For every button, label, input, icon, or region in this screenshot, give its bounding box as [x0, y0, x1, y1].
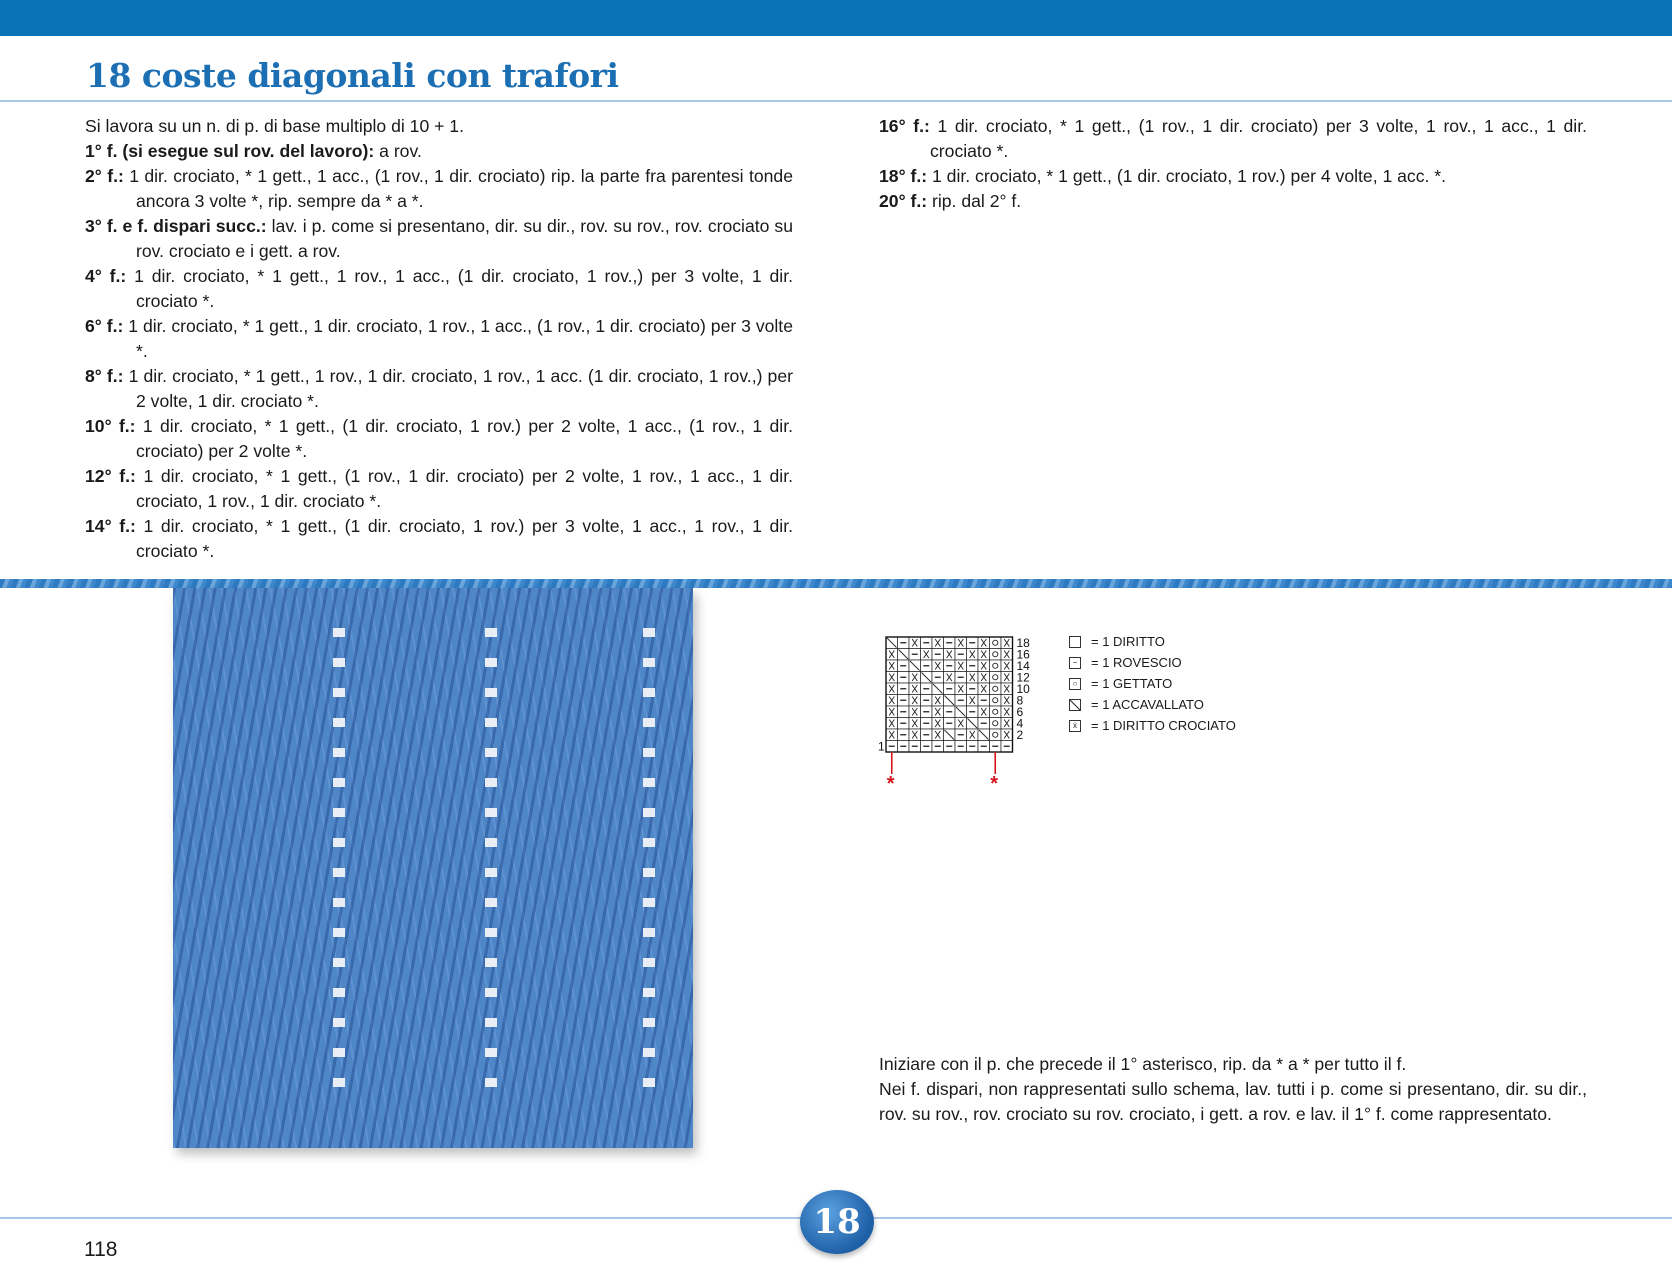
legend-item — [1069, 673, 1236, 694]
twisted-knit-icon: ẋ — [1069, 720, 1081, 732]
chart-cell — [955, 683, 967, 695]
row-instruction — [85, 314, 793, 364]
chart-cell — [978, 695, 990, 707]
chart-cell — [898, 649, 910, 661]
repeat-asterisk: * — [990, 773, 999, 795]
row-text: 1 dir. crociato, * 1 gett., 1 rov., 1 dir. crociato, 1 rov., 1 acc. (1 dir. crociato, 1 rov.,) per 2 volte, 1 dir. crociato *. — [123, 366, 793, 411]
chart-cell — [967, 718, 979, 730]
pattern-number-badge — [800, 1190, 874, 1254]
chart-cell — [967, 695, 979, 707]
legend-item — [1069, 715, 1236, 736]
chart-cell — [967, 660, 979, 672]
chart-cell — [886, 660, 898, 672]
chart-row-number: 18 — [1016, 636, 1030, 650]
chart-cell — [944, 718, 956, 730]
knit-square-icon — [1069, 636, 1081, 648]
row-text: 1 dir. crociato, * 1 gett., 1 acc., (1 rov., 1 dir. crociato) rip. la parte fra parentesi tonde ancora 3 volte *, rip. sempre da * a *. — [123, 166, 793, 211]
chart-cell — [967, 683, 979, 695]
chart-row-number: 10 — [1016, 682, 1030, 696]
chart-cell — [932, 706, 944, 718]
chart-cell — [921, 706, 933, 718]
chart-cell — [932, 695, 944, 707]
row-instruction — [879, 114, 1587, 164]
chart-row-number: 12 — [1016, 670, 1030, 685]
legend-item — [1069, 652, 1236, 673]
row-instruction — [85, 214, 793, 264]
chart-cell — [909, 649, 921, 661]
chart-cell — [1001, 637, 1013, 649]
chart-cell — [932, 729, 944, 741]
chart-cell — [909, 683, 921, 695]
chart-cell — [978, 741, 990, 753]
instructions-right-column — [879, 114, 1587, 214]
chart-cell — [886, 649, 898, 661]
legend-label: = 1 DIRITTO — [1091, 634, 1165, 649]
chart-row-number: 8 — [1016, 693, 1024, 708]
chart-cell — [955, 649, 967, 661]
chart-cell — [909, 637, 921, 649]
row-label: 8° f.: — [85, 366, 124, 386]
chart-cell — [955, 741, 967, 753]
chart-cell — [898, 706, 910, 718]
chart-cell — [898, 729, 910, 741]
chart-cell — [978, 672, 990, 684]
page-number: 118 — [84, 1238, 118, 1261]
chart-cell — [944, 683, 956, 695]
chart-cell — [909, 741, 921, 753]
chart-cell — [886, 706, 898, 718]
eyelet-column — [643, 628, 655, 1088]
chart-cell — [921, 741, 933, 753]
chart-cell — [978, 729, 990, 741]
chart-cell — [944, 729, 956, 741]
chart-cell — [921, 649, 933, 661]
chart-row-number: 16 — [1016, 647, 1030, 662]
chart-cell — [990, 683, 1002, 695]
row-instruction — [879, 189, 1587, 214]
chart-row-number: 2 — [1016, 728, 1024, 742]
chart-cell — [955, 729, 967, 741]
chart-cell — [944, 706, 956, 718]
chart-cell — [1001, 660, 1013, 672]
chart-cell — [886, 729, 898, 741]
chart-cell — [990, 695, 1002, 707]
row-label: 10° f.: — [85, 416, 136, 436]
chart-legend — [1069, 631, 1236, 736]
chart-row-number: 14 — [1016, 659, 1030, 673]
chart-cell — [932, 672, 944, 684]
notes-block — [879, 1052, 1587, 1127]
chart-cell — [909, 695, 921, 707]
stitch-chart-svg — [878, 625, 1048, 795]
purl-dash-icon: − — [1069, 657, 1081, 669]
chart-cell — [978, 718, 990, 730]
chart-row-number: 1 — [878, 739, 885, 754]
legend-item — [1069, 631, 1236, 652]
eyelet-column — [333, 628, 345, 1088]
page-title: 18 coste diagonali con trafori — [86, 56, 619, 95]
chart-cell — [990, 660, 1002, 672]
chart-cell — [898, 741, 910, 753]
chart-cell — [1001, 718, 1013, 730]
legend-label: = 1 ROVESCIO — [1091, 655, 1182, 670]
legend-item — [1069, 694, 1236, 715]
row-text: lav. i p. come si presentano, dir. su dir., rov. su rov., rov. crociato su rov. crociato e i gett. a rov. — [136, 216, 794, 261]
header-bar — [0, 0, 1672, 36]
row-text: 1 dir. crociato, * 1 gett., (1 dir. crociato, 1 rov.) per 2 volte, 1 acc., (1 rov., 1 dir. crociato) per 2 volte *. — [135, 416, 793, 461]
row-text: 1 dir. crociato, * 1 gett., 1 dir. crociato, 1 rov., 1 acc., (1 rov., 1 dir. crociato) per 3 volte *. — [123, 316, 793, 361]
row-text: a rov. — [374, 141, 422, 161]
intro-text: Si lavora su un n. di p. di base multiplo di 10 + 1. — [85, 116, 464, 136]
chart-cell — [898, 683, 910, 695]
row-instruction — [879, 164, 1587, 189]
row-label: 6° f.: — [85, 316, 124, 336]
legend-label: = 1 GETTATO — [1091, 676, 1173, 691]
chart-cell — [921, 718, 933, 730]
chart-cell — [898, 718, 910, 730]
badge-number: 18 — [813, 1202, 861, 1242]
row-instruction — [85, 414, 793, 464]
chart-cell — [909, 718, 921, 730]
chart-cell — [1001, 741, 1013, 753]
row-instruction — [85, 264, 793, 314]
chart-cell — [978, 660, 990, 672]
row-instruction — [85, 464, 793, 514]
legend-label: = 1 DIRITTO CROCIATO — [1091, 718, 1236, 733]
chart-cell — [978, 683, 990, 695]
row-instruction — [85, 364, 793, 414]
chart-cell — [990, 649, 1002, 661]
chart-cell — [944, 741, 956, 753]
chart-cell — [967, 706, 979, 718]
chart-cell — [932, 649, 944, 661]
chart-cell — [955, 706, 967, 718]
eyelet-column — [485, 628, 497, 1088]
row-label: 3° f. e f. dispari succ.: — [85, 216, 267, 236]
chart-cell — [978, 649, 990, 661]
yarn-divider — [0, 579, 1672, 588]
row-text: 1 dir. crociato, * 1 gett., (1 dir. crociato, 1 rov.) per 4 volte, 1 acc. *. — [927, 166, 1447, 186]
chart-row-number: 4 — [1016, 716, 1024, 731]
chart-cell — [909, 660, 921, 672]
chart-cell — [944, 672, 956, 684]
rows-list-right — [879, 114, 1587, 214]
chart-cell — [967, 729, 979, 741]
chart-cell — [886, 741, 898, 753]
chart-cell — [932, 637, 944, 649]
chart-cell — [1001, 706, 1013, 718]
instructions-left-column — [85, 114, 793, 564]
chart-cell — [898, 672, 910, 684]
title-divider — [0, 100, 1672, 102]
row-instruction — [85, 514, 793, 564]
chart-row-number: 6 — [1016, 705, 1024, 719]
chart-cell — [990, 741, 1002, 753]
chart-cell — [955, 637, 967, 649]
chart-cell — [955, 660, 967, 672]
chart-cell — [990, 672, 1002, 684]
chart-cell — [967, 672, 979, 684]
chart-cell — [967, 741, 979, 753]
chart-cell — [1001, 672, 1013, 684]
chart-cell — [886, 718, 898, 730]
chart-cell — [921, 695, 933, 707]
chart-cell — [944, 637, 956, 649]
chart-cell — [990, 718, 1002, 730]
repeat-asterisk: * — [886, 773, 895, 795]
chart-cell — [921, 672, 933, 684]
chart-cell — [932, 718, 944, 730]
chart-cell — [886, 637, 898, 649]
stitch-chart — [878, 625, 1048, 795]
chart-cell — [978, 706, 990, 718]
chart-cell — [932, 683, 944, 695]
chart-cell — [990, 706, 1002, 718]
chart-cell — [990, 637, 1002, 649]
chart-cell — [921, 660, 933, 672]
chart-cell — [967, 649, 979, 661]
chart-cell — [886, 683, 898, 695]
knit-swatch-photo — [173, 588, 693, 1148]
row-text: 1 dir. crociato, * 1 gett., (1 rov., 1 dir. crociato) per 3 volte, 1 rov., 1 acc., 1 dir. crociato *. — [929, 116, 1587, 161]
chart-cell — [944, 695, 956, 707]
chart-cell — [909, 729, 921, 741]
chart-cell — [944, 660, 956, 672]
chart-cell — [990, 729, 1002, 741]
row-text: 1 dir. crociato, * 1 gett., 1 rov., 1 acc., (1 dir. crociato, 1 rov.,) per 3 volte, 1 dir. crociato *. — [126, 266, 793, 311]
chart-cell — [886, 695, 898, 707]
chart-cell — [932, 660, 944, 672]
yarn-over-circle-icon: ○ — [1069, 678, 1081, 690]
note-line: Iniziare con il p. che precede il 1° asterisco, rip. da * a * per tutto il f. — [879, 1054, 1407, 1074]
chart-cell — [909, 672, 921, 684]
chart-cell — [955, 718, 967, 730]
row-label: 2° f.: — [85, 166, 124, 186]
chart-cell — [955, 672, 967, 684]
chart-cell — [1001, 695, 1013, 707]
row-text: 1 dir. crociato, * 1 gett., (1 dir. crociato, 1 rov.) per 3 volte, 1 acc., 1 rov., 1 dir. crociato *. — [135, 516, 793, 561]
chart-cell — [921, 637, 933, 649]
chart-cell — [967, 637, 979, 649]
chart-cell — [886, 672, 898, 684]
row-instruction — [85, 164, 793, 214]
chart-cell — [944, 649, 956, 661]
chart-cell — [955, 695, 967, 707]
row-label: 16° f.: — [879, 116, 930, 136]
row-label: 1° f. (si esegue sul rov. del lavoro): — [85, 141, 375, 161]
row-label: 18° f.: — [879, 166, 928, 186]
row-label: 4° f.: — [85, 266, 127, 286]
chart-cell — [909, 706, 921, 718]
chart-cell — [921, 729, 933, 741]
chart-cell — [898, 637, 910, 649]
chart-cell — [898, 660, 910, 672]
rows-list-left — [85, 139, 793, 564]
chart-cell — [932, 741, 944, 753]
chart-cell — [978, 637, 990, 649]
row-text: 1 dir. crociato, * 1 gett., (1 rov., 1 dir. crociato) per 2 volte, 1 rov., 1 acc., 1 dir. crociato, 1 rov., 1 dir. crociato *. — [135, 466, 793, 511]
row-label: 12° f.: — [85, 466, 136, 486]
chart-cell — [1001, 649, 1013, 661]
legend-label: = 1 ACCAVALLATO — [1091, 697, 1204, 712]
row-text: rip. dal 2° f. — [927, 191, 1022, 211]
row-label: 20° f.: — [879, 191, 928, 211]
note-line: Nei f. dispari, non rappresentati sullo schema, lav. tutti i p. come si presentano, dir. su dir., rov. su rov., rov. crociato su rov. crociato, i gett. a rov. e lav. il 1° f. come rappresentato. — [879, 1079, 1587, 1124]
row-instruction — [85, 139, 793, 164]
chart-cell — [921, 683, 933, 695]
chart-cell — [1001, 729, 1013, 741]
chart-cell — [1001, 683, 1013, 695]
row-label: 14° f.: — [85, 516, 136, 536]
chart-cell — [898, 695, 910, 707]
decrease-slash-icon — [1069, 699, 1081, 711]
